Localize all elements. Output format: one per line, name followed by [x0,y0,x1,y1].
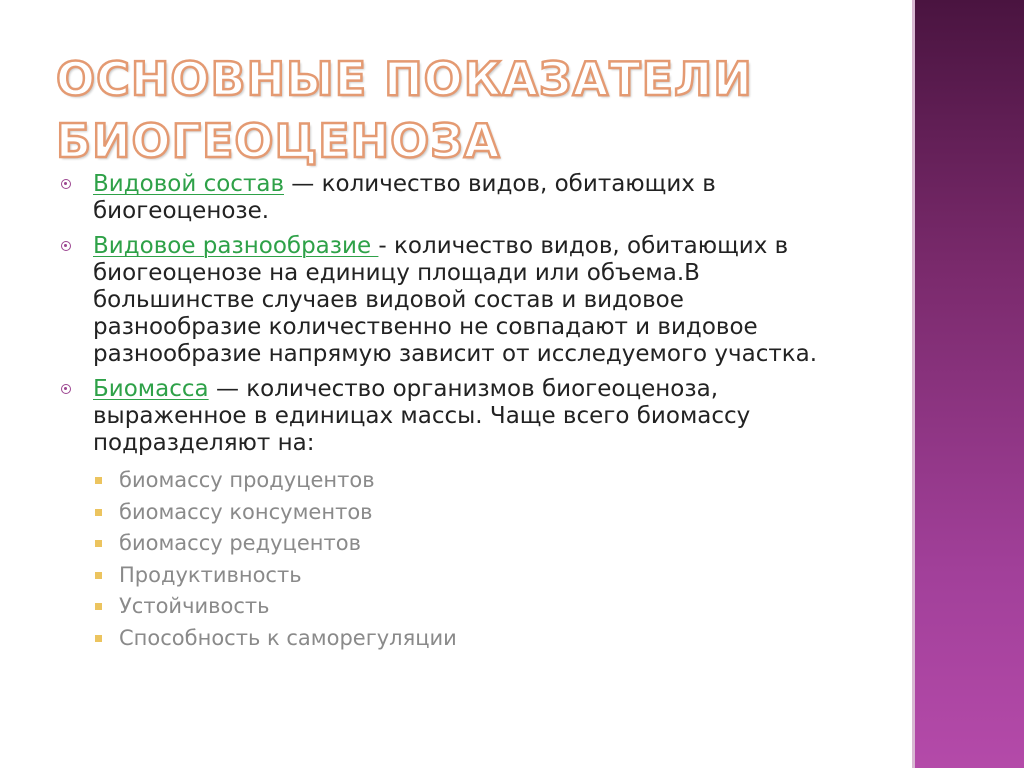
list-item-label: биомассу продуцентов [119,468,375,492]
bullet-species-diversity [60,233,850,368]
bullet-biomass [60,376,850,457]
list-item [93,497,850,529]
list-item-label: Способность к саморегуляции [119,625,457,650]
square-bullet-icon [95,477,102,484]
square-bullet-icon [95,540,102,547]
title-line-1: ОСНОВНЫЕ ПОКАЗАТЕЛИ [56,52,753,106]
list-item [93,465,850,497]
list-item [93,623,850,655]
decorative-side-band [912,0,1024,768]
square-bullet-icon [95,635,102,642]
slide-title [56,48,876,172]
list-item [93,591,850,623]
square-bullet-icon [95,572,102,579]
circle-bullet-icon [61,179,71,189]
list-item-label: биомассу редуцентов [119,531,361,555]
list-item-label: Устойчивость [119,594,270,618]
biomass-sublist [60,465,850,654]
definition-biomass: — количество организмов биогеоценоза, выраженное в единицах массы. Чаще всего биомассу подразделяют на: [93,376,751,456]
square-bullet-icon [95,603,102,610]
slide-content [60,171,850,654]
bullet-species-composition [60,171,850,225]
definition-species-diversity: - количество видов, обитающих в биогеоценозе на единицу площади или объема.В большинстве случаев видовой состав и видовое разнообразие количественно не совпадают и видовое разнообразие напрямую зависит от исследуемого участка. [93,233,818,367]
list-item-label: Продуктивность [119,562,302,587]
circle-bullet-icon [61,384,71,394]
circle-bullet-icon [61,241,71,251]
list-item [93,560,850,592]
square-bullet-icon [95,509,102,516]
list-item [93,528,850,560]
title-line-2: БИОГЕОЦЕНОЗА [56,114,501,168]
definition-species-composition: — количество видов, обитающих в биогеоценозе. [93,171,716,224]
list-item-label: биомассу консументов [119,499,373,524]
term-species-diversity: Видовое разнообразие [93,233,379,259]
term-species-composition: Видовой состав [93,171,284,197]
term-biomass: Биомасса [93,376,209,402]
